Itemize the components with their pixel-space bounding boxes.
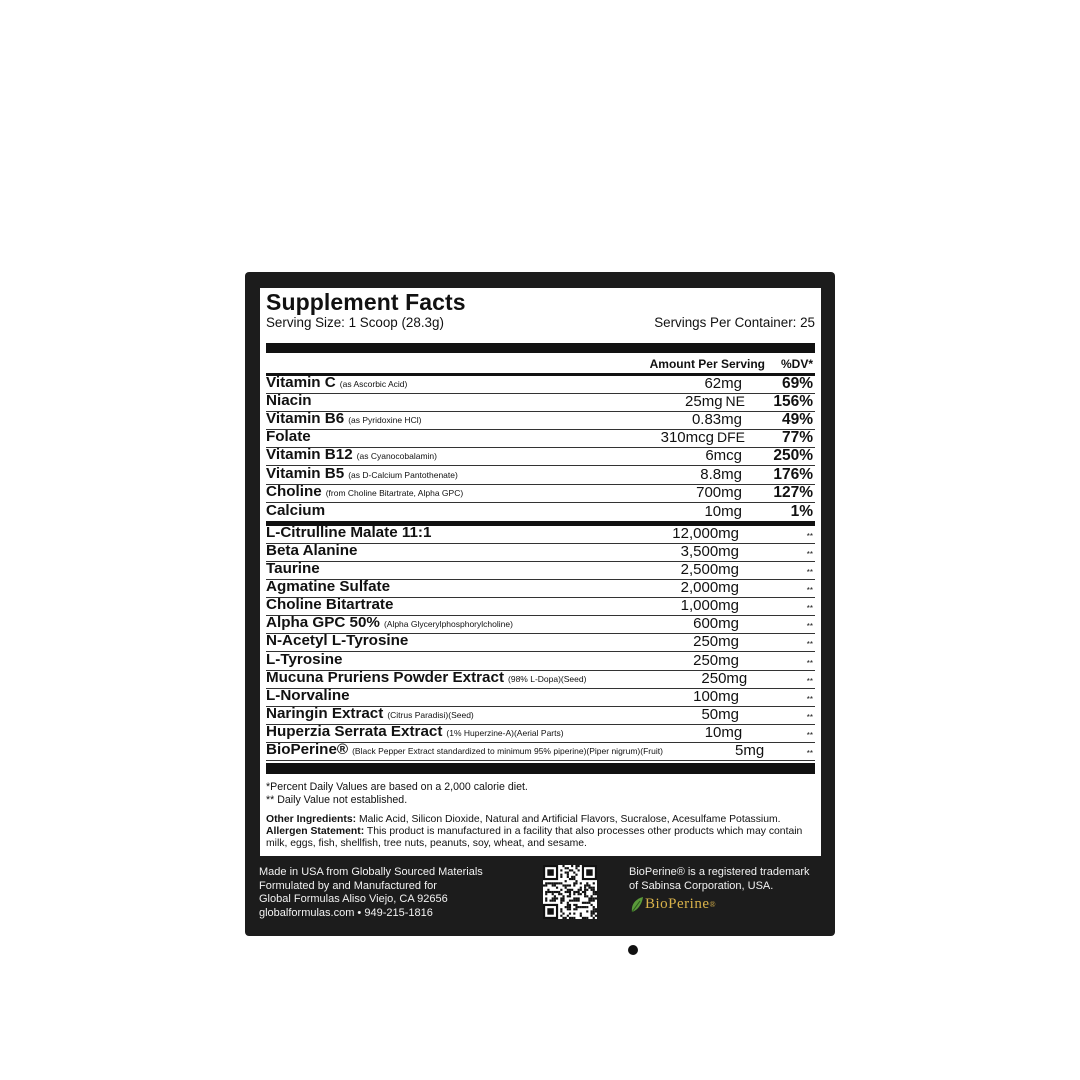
ingredient-name: Beta Alanine [266, 541, 358, 559]
ingredient-source: (Citrus Paradisi)(Seed) [387, 709, 474, 720]
bioperine-logo-reg: ® [709, 900, 717, 910]
ingredient-dv: ** [806, 748, 813, 758]
decorative-dot [628, 945, 638, 955]
label-footer [245, 858, 835, 936]
nutrient-source: (as D-Calcium Pantothenate) [348, 469, 458, 480]
ingredient-name: Huperzia Serrata Extract (1% Huperzine-A)(Aerial Parts) [266, 722, 564, 740]
ingredient-dv: ** [806, 568, 813, 578]
ingredient-source: (Alpha Glycerylphosphorylcholine) [383, 619, 513, 630]
manufacturer-address: Global Formulas Aliso Viejo, CA 92656 [259, 893, 448, 905]
manufacturer-contact: globalformulas.com • 949-215-1816 [259, 906, 433, 919]
ingredient-dv: ** [806, 586, 813, 596]
nutrient-name: Calcium [266, 501, 326, 519]
nutrient-source: (as Cyanocobalamin) [356, 451, 437, 462]
nutrient-amount: 700mg [696, 483, 742, 501]
ingredient-dv: ** [806, 640, 813, 650]
divider-thick [266, 343, 815, 353]
serving-size: Serving Size: 1 Scoop (28.3g) [266, 315, 444, 330]
nutrient-dv: 69% [781, 375, 813, 393]
other-ingredients [266, 814, 815, 850]
vitamin-list [266, 376, 815, 521]
formulated-by: Formulated by and Manufactured for [259, 879, 437, 892]
serving-info [266, 315, 815, 331]
ingredient-name: Choline Bitartrate [266, 596, 394, 614]
nutrient-amount: 6mcg [705, 447, 742, 465]
nutrient-source: (from Choline Bitartrate, Alpha GPC) [325, 487, 464, 498]
nutrient-amount: 8.8mg [700, 465, 742, 483]
allergen-text: This product is manufactured in a facility that also processes other products which may contain milk, eggs, fish, shellfish, tree nuts, peanuts, soy, wheat, and sesame. [266, 825, 803, 849]
ingredient-dv: ** [806, 622, 813, 632]
ingredient-name: Agmatine Sulfate [266, 578, 391, 596]
made-in-usa: Made in USA from Globally Sourced Materials [259, 866, 483, 878]
ingredient-dv: ** [806, 658, 813, 668]
ingredient-name: BioPerine® (Black Pepper Extract standardized to minimum 95% piperine)(Piper nigrum)(Fruit) [266, 740, 663, 758]
ingredient-amount: 2,500mg [680, 561, 739, 579]
vitamin-row [266, 394, 815, 412]
ingredient-row [266, 541, 815, 562]
ingredient-amount: 10mg [704, 723, 743, 741]
ingredient-dv: ** [806, 604, 813, 614]
page-title: Supplement Facts [266, 289, 466, 315]
ingredient-name: Alpha GPC 50% (Alpha Glycerylphosphorylcholine) [266, 614, 513, 632]
nutrient-amount: 62mg [704, 375, 742, 393]
ingredient-list [266, 523, 815, 761]
supplement-facts-panel [260, 288, 821, 856]
ingredient-source: (Black Pepper Extract standardized to minimum 95% piperine)(Piper nigrum)(Fruit) [352, 745, 663, 756]
dv-footnote: *Percent Daily Values are based on a 2,000 calorie diet. [266, 780, 528, 793]
nutrient-dv: 250% [773, 447, 813, 465]
ingredient-dv: ** [806, 549, 813, 559]
other-ingredients-label: Other Ingredients: [266, 813, 357, 825]
vitamin-row [266, 466, 815, 484]
ingredient-amount: 250mg [693, 633, 739, 651]
trademark-line-1: BioPerine® is a registered trademark [629, 866, 810, 878]
trademark-line-2: of Sabinsa Corporation, USA. [629, 879, 774, 892]
vitamin-row [266, 376, 815, 394]
vitamin-row [266, 503, 815, 521]
other-ingredients-text: Malic Acid, Silicon Dioxide, Natural and Artificial Flavors, Sucralose, Acesulfame Potassium. [358, 813, 781, 825]
ingredient-row [266, 722, 815, 743]
ingredient-amount: 50mg [701, 705, 739, 723]
supplement-label [245, 272, 835, 936]
ingredient-dv: ** [806, 694, 813, 704]
ingredient-dv: ** [806, 676, 813, 686]
nutrient-name: Vitamin C (as Ascorbic Acid) [266, 374, 408, 392]
ingredient-source: (1% Huperzine-A)(Aerial Parts) [446, 727, 564, 738]
ingredient-name: Mucuna Pruriens Powder Extract (98% L-Dopa)(Seed) [266, 668, 587, 686]
not-established-footnote: ** Daily Value not established. [266, 793, 408, 806]
nutrient-source: (as Pyridoxine HCl) [348, 415, 422, 426]
vitamin-row [266, 412, 815, 430]
ingredient-amount: 600mg [693, 615, 739, 633]
nutrient-amount: 0.83mg [691, 411, 742, 429]
trademark-info [629, 866, 810, 914]
nutrient-source: (as Ascorbic Acid) [339, 379, 408, 390]
ingredient-name: Naringin Extract (Citrus Paradisi)(Seed) [266, 704, 474, 722]
ingredient-row [266, 634, 815, 652]
ingredient-amount: 2,000mg [680, 579, 739, 597]
nutrient-amount: 10mg [704, 502, 742, 520]
ingredient-name: L-Tyrosine [266, 650, 343, 668]
manufacturer-info [259, 866, 483, 920]
nutrient-dv: 1% [790, 502, 813, 520]
nutrient-name: Niacin [266, 392, 312, 410]
allergen-label: Allergen Statement: [266, 825, 365, 837]
footnotes [266, 781, 815, 807]
nutrient-name: Folate [266, 428, 311, 446]
ingredient-amount: 5mg [735, 741, 765, 759]
ingredient-name: Taurine [266, 560, 320, 578]
nutrient-name: Vitamin B5 (as D-Calcium Pantothenate) [266, 464, 458, 482]
nutrient-amount: 310mcg DFE [660, 429, 745, 447]
servings-per-container: Servings Per Container: 25 [654, 315, 815, 330]
ingredient-amount: 1,000mg [680, 597, 739, 615]
nutrient-dv: 49% [781, 411, 813, 429]
ingredient-source: (98% L-Dopa)(Seed) [508, 673, 587, 684]
ingredient-name: L-Norvaline [266, 686, 350, 704]
ingredient-amount: 250mg [701, 669, 748, 687]
ingredient-amount: 100mg [693, 687, 739, 705]
ingredient-amount: 250mg [693, 651, 739, 669]
vitamin-row [266, 482, 815, 503]
amount-per-serving-header: Amount Per Serving [649, 357, 765, 371]
nutrient-name: Vitamin B12 (as Cyanocobalamin) [266, 446, 437, 464]
ingredient-amount: 3,500mg [680, 542, 739, 560]
qr-code-icon[interactable] [543, 865, 597, 919]
bioperine-logo [629, 896, 810, 914]
divider-bottom [266, 763, 815, 774]
nutrient-dv: 127% [773, 483, 813, 501]
vitamin-row [266, 448, 815, 466]
ingredient-dv: ** [806, 531, 813, 541]
leaf-icon [629, 896, 645, 914]
ingredient-name: L-Citrulline Malate 11:1 [266, 523, 432, 541]
ingredient-dv: ** [806, 730, 813, 740]
nutrient-amount: 25mg NE [685, 393, 745, 411]
ingredient-row [266, 740, 815, 761]
nutrient-name: Vitamin B6 (as Pyridoxine HCl) [266, 410, 422, 428]
nutrient-name: Choline (from Choline Bitartrate, Alpha GPC) [266, 482, 464, 500]
nutrient-dv: 176% [773, 465, 813, 483]
ingredient-amount: 12,000mg [672, 524, 739, 542]
bioperine-logo-text: BioPerine [645, 896, 710, 913]
column-header [266, 356, 815, 376]
ingredient-name: N-Acetyl L-Tyrosine [266, 632, 409, 650]
nutrient-dv: 77% [781, 429, 813, 447]
dv-header: %DV* [780, 357, 813, 371]
nutrient-dv: 156% [773, 393, 813, 411]
ingredient-dv: ** [806, 712, 813, 722]
